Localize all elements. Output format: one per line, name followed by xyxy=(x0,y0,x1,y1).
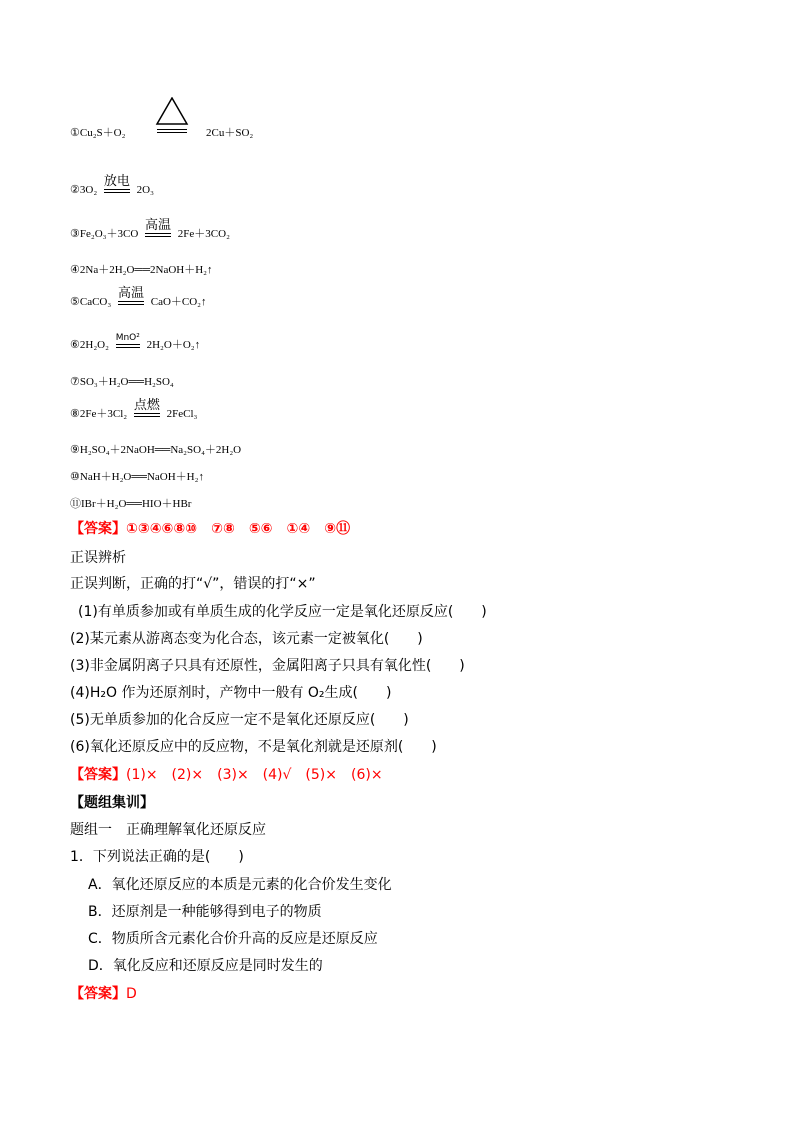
reaction-number: ⑪ xyxy=(70,498,81,510)
equals-line xyxy=(157,129,187,133)
reaction-number: ⑧ xyxy=(70,408,80,420)
question-stem: 1．下列说法正确的是( ) xyxy=(70,849,244,865)
reaction-number: ④ xyxy=(70,264,80,276)
answer-2 xyxy=(70,767,383,783)
reaction-condition xyxy=(116,333,140,353)
reaction-2 xyxy=(70,175,154,198)
reaction-number: ① xyxy=(70,127,80,139)
reaction-right: 2Fe＋3CO₂ xyxy=(177,228,230,240)
reaction-number: ⑤ xyxy=(70,296,80,308)
reaction-right: 2FeCl₃ xyxy=(166,408,198,420)
judgment-2: (2)某元素从游离态变为化合态，该元素一定被氧化( ) xyxy=(70,631,423,647)
equals-line xyxy=(116,344,140,348)
answer-value: ①③④⑥⑧⑩ ⑦⑧ ⑤⑥ ①④ ⑨⑪ xyxy=(126,521,351,537)
triangle-icon xyxy=(155,97,189,125)
answer-label: 【答案】 xyxy=(70,521,126,537)
reaction-left: Cu₂S＋O₂ xyxy=(79,127,126,139)
reaction-number: ⑥ xyxy=(70,339,80,351)
reaction-left: Fe₂O₃＋3CO xyxy=(79,228,139,240)
reaction-text: H₂SO₄＋2NaOH══Na₂SO₄＋2H₂O xyxy=(79,444,242,456)
equals-line xyxy=(118,301,144,305)
reaction-text: SO₃＋H₂O══H₂SO₄ xyxy=(79,376,174,388)
reaction-8 xyxy=(70,399,197,422)
reaction-text: NaH＋H₂O══NaOH＋H₂↑ xyxy=(79,471,204,483)
condition-text: 放电 xyxy=(103,174,130,189)
reaction-1 xyxy=(70,125,125,141)
heating-condition xyxy=(155,97,189,133)
option-a: A．氧化还原反应的本质是元素的化合价发生变化 xyxy=(88,877,392,893)
judgment-6: (6)氧化还原反应中的反应物，不是氧化剂就是还原剂( ) xyxy=(70,739,437,755)
option-b: B．还原剂是一种能够得到电子的物质 xyxy=(88,904,322,920)
reaction-right: 2H₂O＋O₂↑ xyxy=(146,339,201,351)
reaction-condition xyxy=(134,399,160,422)
reaction-number: ② xyxy=(70,184,80,196)
reaction-text: 2Na＋2H₂O══2NaOH＋H₂↑ xyxy=(79,264,213,276)
reaction-10 xyxy=(70,469,204,485)
reaction-condition xyxy=(145,219,171,242)
section-title: 正误辨析 xyxy=(70,550,126,566)
reaction-left: 2Fe＋3Cl₂ xyxy=(79,408,128,420)
condition-text: 点燃 xyxy=(133,398,160,413)
reaction-condition xyxy=(104,175,130,198)
reaction-9 xyxy=(70,442,241,458)
reaction-number: ⑩ xyxy=(70,471,80,483)
reaction-right: 2O₃ xyxy=(136,184,154,196)
answer-value: (1)× (2)× (3)× (4)√ (5)× (6)× xyxy=(126,767,383,783)
option-c: C．物质所含元素化合价升高的反应是还原反应 xyxy=(88,931,378,947)
group-subtitle: 题组一 正确理解氧化还原反应 xyxy=(70,822,266,838)
reaction-number: ⑨ xyxy=(70,444,80,456)
reaction-condition xyxy=(118,287,144,310)
reaction-5 xyxy=(70,287,207,310)
judgment-4: (4)H₂O 作为还原剂时，产物中一般有 O₂生成( ) xyxy=(70,685,392,701)
reaction-11 xyxy=(70,496,191,512)
reaction-left: 3O₂ xyxy=(79,184,98,196)
reaction-3 xyxy=(70,219,230,242)
reaction-6 xyxy=(70,333,200,353)
reaction-left: CaCO₃ xyxy=(79,296,112,308)
condition-text: 高温 xyxy=(145,218,172,233)
equals-line xyxy=(145,233,171,237)
reaction-7 xyxy=(70,374,174,390)
answer-label: 【答案】 xyxy=(70,767,126,783)
answer-3 xyxy=(70,986,137,1002)
reaction-number: ③ xyxy=(70,228,80,240)
condition-text: 高温 xyxy=(117,286,144,301)
option-d: D．氧化反应和还原反应是同时发生的 xyxy=(88,958,323,974)
answer-value: D xyxy=(126,986,137,1002)
reaction-number: ⑦ xyxy=(70,376,80,388)
judgment-3: (3)非金属阴离子只具有还原性，金属阳离子只具有氧化性( ) xyxy=(70,658,465,674)
reaction-right: 2Cu＋SO₂ xyxy=(206,127,254,139)
judgment-5: (5)无单质参加的化合反应一定不是氧化还原反应( ) xyxy=(70,712,409,728)
reaction-text: IBr＋H₂O══HIO＋HBr xyxy=(81,498,192,510)
reaction-left: 2H₂O₂ xyxy=(79,339,109,351)
answer-label: 【答案】 xyxy=(70,986,126,1002)
equals-line xyxy=(104,189,130,193)
group-title: 【题组集训】 xyxy=(70,795,154,811)
condition-text: MnO² xyxy=(115,333,140,343)
judgment-1: (1)有单质参加或有单质生成的化学反应一定是氧化还原反应( ) xyxy=(78,604,487,620)
reaction-right: CaO＋CO₂↑ xyxy=(150,296,207,308)
equals-line xyxy=(134,413,160,417)
reaction-1-right xyxy=(206,125,253,141)
answer-1 xyxy=(70,521,350,537)
reaction-4 xyxy=(70,262,213,278)
instruction: 正误判断，正确的打“√”，错误的打“×” xyxy=(70,576,316,592)
